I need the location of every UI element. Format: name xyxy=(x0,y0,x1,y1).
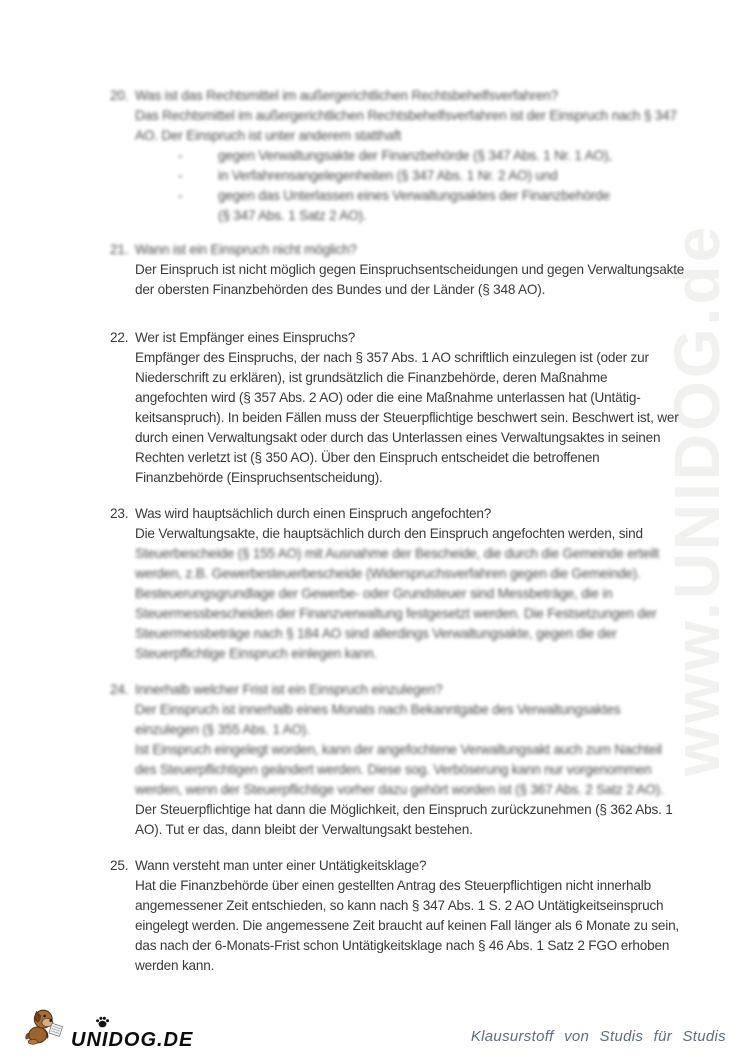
answer-line: Hat die Finanzbehörde über einen gestellten Antrag des Steuerpflichtigen nicht innerhalb xyxy=(135,878,651,893)
answer-line: Rechten verletzt ist (§ 350 AO). Über den Einspruch entscheidet die betroffenen xyxy=(135,450,600,465)
question-text: Was wird hauptsächlich durch einen Einspruch angefochten? xyxy=(135,506,492,521)
bullet-item xyxy=(178,166,710,186)
qa-section xyxy=(110,86,710,226)
answer-line: durch einen Verwaltungsakt oder durch das Unterlassen eines Verwaltungsaktes in seinen xyxy=(135,430,661,445)
answer-line: einzulegen (§ 355 Abs. 1 AO). xyxy=(135,722,310,737)
bullet-text: gegen Verwaltungsakte der Finanzbehörde (§ 347 Abs. 1 Nr. 1 AO), xyxy=(218,148,612,163)
question-number: 25. xyxy=(110,858,129,873)
qa-section xyxy=(110,504,710,664)
answer-line: AO). Tut er das, dann bleibt der Verwaltungsakt bestehen. xyxy=(135,822,473,837)
question-line xyxy=(110,504,710,524)
answer-line: Die Verwaltungsakte, die hauptsächlich durch den Einspruch angefochten werden, sind xyxy=(135,526,643,541)
question-text: Wer ist Empfänger eines Einspruchs? xyxy=(135,330,356,345)
answer-line: werden kann. xyxy=(135,958,215,973)
answer-line: des Steuerpflichtigen geändert werden. Diese sog. Verböserung kann nur vorgenommen xyxy=(135,762,652,777)
answer-line: Empfänger des Einspruchs, der nach § 357 Abs. 1 AO schriftlich einzulegen ist (oder zur xyxy=(135,350,649,365)
bullet-dash-icon: - xyxy=(178,148,183,163)
question-number: 21. xyxy=(110,242,129,257)
question-number: 20. xyxy=(110,88,129,103)
answer-line: Der Einspruch ist nicht möglich gegen Einspruchsentscheidungen und gegen Verwaltungsakte xyxy=(135,262,685,277)
answer-line: keitsanspruch). In beiden Fällen muss der Steuerpflichtige beschwert sein. Beschwert ist, wer xyxy=(135,410,679,425)
answer-line: Das Rechtsmittel im außergerichtlichen Rechtsbehelfsverfahren ist der Einspruch nach § 347 xyxy=(135,108,677,123)
answer-line: angefochten wird (§ 357 Abs. 2 AO) oder die eine Maßnahme unterlassen hat (Untätig- xyxy=(135,390,641,405)
answer-line: eingelegt werden. Die angemessene Zeit braucht auf keinen Fall länger als 6 Monate zu sein, xyxy=(135,918,680,933)
answer-line: Steuerpflichtige Einspruch einlegen kann. xyxy=(135,646,377,661)
answer-line: Der Einspruch ist innerhalb eines Monats nach Bekanntgabe des Verwaltungsaktes xyxy=(135,702,621,717)
answer-line: Besteuerungsgrundlage der Gewerbe- oder Grundsteuer sind Messbeträge, die in xyxy=(135,586,613,601)
answer-line: Der Steuerpflichtige hat dann die Möglichkeit, den Einspruch zurückzunehmen (§ 362 Abs. 1 xyxy=(135,802,673,817)
qa-section xyxy=(110,680,710,840)
answer-line: angemessener Zeit entschieden, so kann nach § 347 Abs. 1 S. 2 AO Untätigkeitseinspruch xyxy=(135,898,664,913)
question-text: Innerhalb welcher Frist ist ein Einspruch einzulegen? xyxy=(135,682,443,697)
question-line xyxy=(110,240,710,260)
bullet-text: in Verfahrensangelegenheiten (§ 347 Abs. 1 Nr. 2 AO) und xyxy=(218,168,558,183)
dog-mascot-icon xyxy=(24,1006,68,1051)
question-text: Wann ist ein Einspruch nicht möglich? xyxy=(135,242,357,257)
question-text: Wann versteht man unter einer Untätigkeitsklage? xyxy=(135,858,427,873)
bullet-item-continuation: (§ 347 Abs. 1 Satz 2 AO). xyxy=(218,208,367,223)
answer-line: das nach der 6-Monats-Frist schon Untätigkeitsklage nach § 46 Abs. 1 Satz 2 FGO erhoben xyxy=(135,938,670,953)
qa-section xyxy=(110,856,710,976)
bullet-dash-icon: - xyxy=(178,168,183,183)
question-line xyxy=(110,856,710,876)
question-number: 23. xyxy=(110,506,129,521)
qa-section xyxy=(110,240,710,300)
logo-wordmark xyxy=(71,1015,193,1051)
answer-line: Finanzbehörde (Einspruchsentscheidung). xyxy=(135,470,383,485)
bullet-text: gegen das Unterlassen eines Verwaltungsaktes der Finanzbehörde xyxy=(218,188,610,203)
bullet-item xyxy=(178,146,710,166)
question-line xyxy=(110,328,710,348)
bullet-dash-icon: - xyxy=(178,188,183,203)
answer-line: Steuerbescheide (§ 155 AO) mit Ausnahme der Bescheide, die durch die Gemeinde erteilt xyxy=(135,546,660,561)
answer-line: AO. Der Einspruch ist unter anderem statthaft xyxy=(135,128,402,143)
watermark-text: www.UNIDOG.de xyxy=(661,223,733,777)
unidog-logo xyxy=(24,1006,193,1051)
answer-line: Ist Einspruch eingelegt worden, kann der angefochtene Verwaltungsakt auch zum Nachteil xyxy=(135,742,662,757)
question-number: 22. xyxy=(110,330,129,345)
question-line xyxy=(110,680,710,700)
document-body xyxy=(110,86,710,976)
answer-line: Steuermessbescheiden der Finanzverwaltung festgesetzt werden. Die Festsetzungen der xyxy=(135,606,657,621)
question-text: Was ist das Rechtsmittel im außergerichtlichen Rechtsbehelfsverfahren? xyxy=(135,88,558,103)
question-number: 24. xyxy=(110,682,129,697)
answer-line: werden, wenn der Steuerpflichtige vorher dazu gehört worden ist (§ 367 Abs. 2 Satz 2 AO). xyxy=(135,782,664,797)
qa-section xyxy=(110,328,710,488)
answer-line: der obersten Finanzbehörden des Bundes und der Länder (§ 348 AO). xyxy=(135,282,546,297)
logo-text: UNIDOG.DE xyxy=(71,1029,194,1051)
bullet-item xyxy=(178,186,710,206)
answer-line: Niederschrift zu erklären), ist grundsätzlich die Finanzbehörde, deren Maßnahme xyxy=(135,370,608,385)
paw-icon xyxy=(95,1015,110,1033)
answer-line: werden, z.B. Gewerbesteuerbescheide (Widerspruchsverfahren gegen die Gemeinde). xyxy=(135,566,641,581)
question-line xyxy=(110,86,710,106)
footer-tagline: Klausurstoff von Studis für Studis xyxy=(470,1028,726,1045)
answer-line: Steuermessbeträge nach § 184 AO sind allerdings Verwaltungsakte, gegen die der xyxy=(135,626,617,641)
